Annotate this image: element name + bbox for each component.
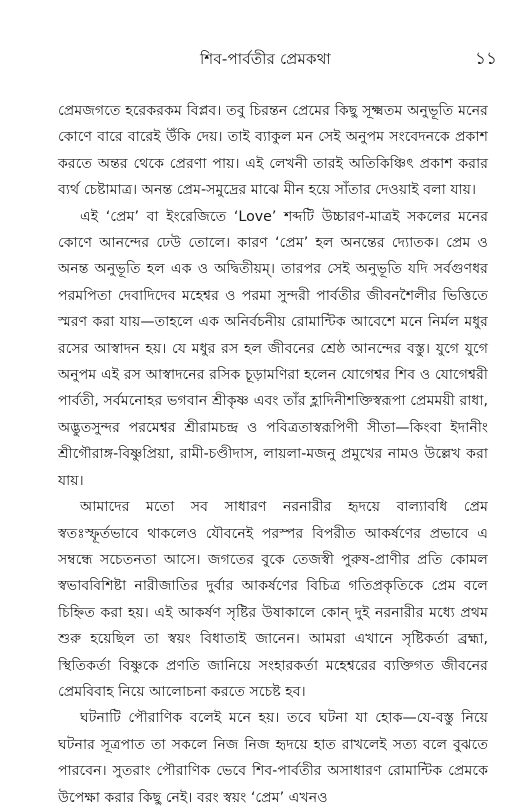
running-header: [0, 48, 531, 72]
paragraph-2: এই ‘প্রেম’ বা ইংরেজিতে ‘Love’ শব্দটি উচ্চারণ-মাত্রই সকলের মনের কোণে আনন্দের ঢেউ তোলে। কারণ ‘প্রেম’ হল অনন্তের দ্যোতক। প্রেম ও অনন্ত অনুভূতি হল এক ও অদ্বিতীয়ম্। তারপর সেই অনুভূতি যদি সর্বগুণধর পরমপিতা দেবাদিদেব মহেশ্বর ও পরমা সুন্দরী পার্বতীর জীবনশৈলীর ভিত্তিতে স্মরণ করা যায়—তাহলে এক অনির্বচনীয় রোমান্টিক আবেশে মনে নির্মল মধুর রসের আস্বাদন হয়। যে মধুর রস হল জীবনের শ্রেষ্ঠ আনন্দের বস্তু। যুগে যুগে অনুপম এই রস আস্বাদনের রসিক চূড়ামণিরা হলেন যোগেশ্বর শিব ও যোগেশ্বরী পার্বতী, সর্বমনোহর ভগবান শ্রীকৃষ্ণ এবং তাঁর হ্লাদিনীশক্তিস্বরূপা প্রেমময়ী রাধা, অদ্ভুতসুন্দর পরমেশ্বর শ্রীরামচন্দ্র ও পবিত্রতাস্বরূপিণী সীতা—কিংবা ইদানীং শ্রীগৌরাঙ্গ-বিষ্ণুপ্রিয়া, রামী-চণ্ডীদাস, লায়লা-মজনু প্রমুখের নামও উল্লেখ করা যায়।: [58, 208, 488, 489]
chapter-title: শিব-পার্বতীর প্রেমকথা: [200, 50, 331, 68]
page-number: ১১: [474, 49, 497, 69]
body-text: [58, 98, 488, 811]
paragraph-4: ঘটনাটি পৌরাণিক বলেই মনে হয়। তবে ঘটনা যা হোক—যে-বস্তু নিয়ে ঘটনার সূত্রপাত তা সকলে নিজ নিজ হৃদয়ে হাত রাখলেই সত্য বলে বুঝতে পারবেন। সুতরাং পৌরাণিক ভেবে শিব-পার্বতীর অসাধারণ রোমান্টিক প্রেমকে উপেক্ষা করার কিছু নেই। বরং স্বয়ং ‘প্রেম’ এখনও: [58, 710, 488, 806]
paragraph-1: প্রেমজগতে হরেকরকম বিপ্লব। তবু চিরন্তন প্রেমের কিছু সূক্ষ্মতম অনুভূতি মনের কোণে বারে বারেই উঁকি দেয়। তাই ব্যাকুল মন সেই অনুপম সংবেদনকে প্রকাশ করতে অন্তর থেকে প্রেরণা পায়। এই লেখনী তারই অতিকিঞ্চিৎ প্রকাশ করার ব্যর্থ চেষ্টামাত্র। অনন্ত প্রেম-সমুদ্রের মাঝে মীন হয়ে সাঁতার দেওয়াই বলা যায়।: [58, 103, 488, 199]
paragraph-3: আমাদের মতো সব সাধারণ নরনারীর হৃদয়ে বাল্যাবধি প্রেম স্বতঃস্ফূর্তভাবে থাকলেও যৌবনেই পরস্পর বিপরীত আকর্ষণের প্রভাবে এ সম্বন্ধে সচেতনতা আসে। জগতের বুকে তেজস্বী পুরুষ-প্রাণীর প্রতি কোমল স্বভাববিশিষ্টা নারীজাতির দুর্বার আকর্ষণের বিচিত্র গতিপ্রকৃতিকে প্রেম বলে চিহ্নিত করা হয়। এই আকর্ষণ সৃষ্টির উষাকালে কোন্ দুই নরনারীর মধ্যে প্রথম শুরু হয়েছিল তা স্বয়ং বিধাতাই জানেন। আমরা এখানে সৃষ্টিকর্তা ব্রহ্মা, স্থিতিকর্তা বিষ্ণুকে প্রণতি জানিয়ে সংহারকর্তা মহেশ্বরের ব্যক্তিগত জীবনের প্রেমবিবাহ নিয়ে আলোচনা করতে সচেষ্ট হব।: [58, 499, 488, 700]
